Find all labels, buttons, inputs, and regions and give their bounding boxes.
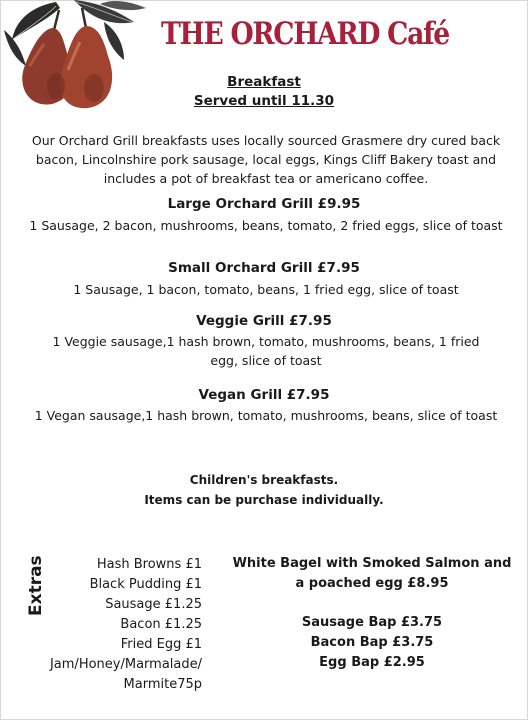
item-title-vegan-grill: Vegan Grill £7.95 <box>198 387 330 403</box>
item-desc-vegan-grill: 1 Vegan sausage,1 hash brown, tomato, mushrooms, beans, slice of toast <box>34 408 498 423</box>
item-title-veggie-grill: Veggie Grill £7.95 <box>196 313 332 329</box>
extras-list <box>2 555 202 695</box>
extras-item: Marmite75p <box>123 677 202 692</box>
item-desc-large-grill: 1 Sausage, 2 bacon, mushrooms, beans, tomato, 2 fried eggs, slice of toast <box>29 218 503 233</box>
bagel-line-2: a poached egg £8.95 <box>295 576 449 591</box>
intro-text: Our Orchard Grill breakfasts uses locally sourced Grasmere dry cured back bacon, Lincolnshire pork sausage, local eggs, Kings Cliff Bakery toast and includes a pot of breakfast tea or americano coffee. <box>31 133 501 186</box>
notes-block <box>0 470 528 510</box>
childrens-note: Children's breakfasts. <box>189 473 339 487</box>
bap-item: Egg Bap £2.95 <box>319 655 425 670</box>
extras-item: Sausage £1.25 <box>105 597 202 612</box>
item-title-small-grill: Small Orchard Grill £7.95 <box>168 260 360 276</box>
extras-item: Fried Egg £1 <box>120 637 202 652</box>
item-desc-small-grill: 1 Sausage, 1 bacon, tomato, beans, 1 fried egg, slice of toast <box>73 282 459 297</box>
menu-heading: Breakfast <box>227 74 301 90</box>
bap-item: Bacon Bap £3.75 <box>310 635 434 650</box>
item-desc-veggie-grill: 1 Veggie sausage,1 hash brown, tomato, mushrooms, beans, 1 fried egg, slice of toast <box>52 334 480 368</box>
extras-item: Bacon £1.25 <box>120 617 202 632</box>
cafe-title: THE ORCHARD Café <box>161 16 449 52</box>
extras-label: Extras <box>26 555 46 616</box>
extras-item: Jam/Honey/Marmalade/ <box>49 657 202 672</box>
bap-item: Sausage Bap £3.75 <box>301 615 443 630</box>
baps-list <box>232 613 512 673</box>
extras-item: Black Pudding £1 <box>89 577 202 592</box>
extras-item: Hash Browns £1 <box>96 557 202 572</box>
bagel-special <box>232 554 512 594</box>
menu-subheading: Served until 11.30 <box>193 93 335 109</box>
item-title-large-grill: Large Orchard Grill £9.95 <box>167 196 361 212</box>
individual-note: Items can be purchase individually. <box>144 493 384 507</box>
bagel-line-1: White Bagel with Smoked Salmon and <box>232 556 512 571</box>
